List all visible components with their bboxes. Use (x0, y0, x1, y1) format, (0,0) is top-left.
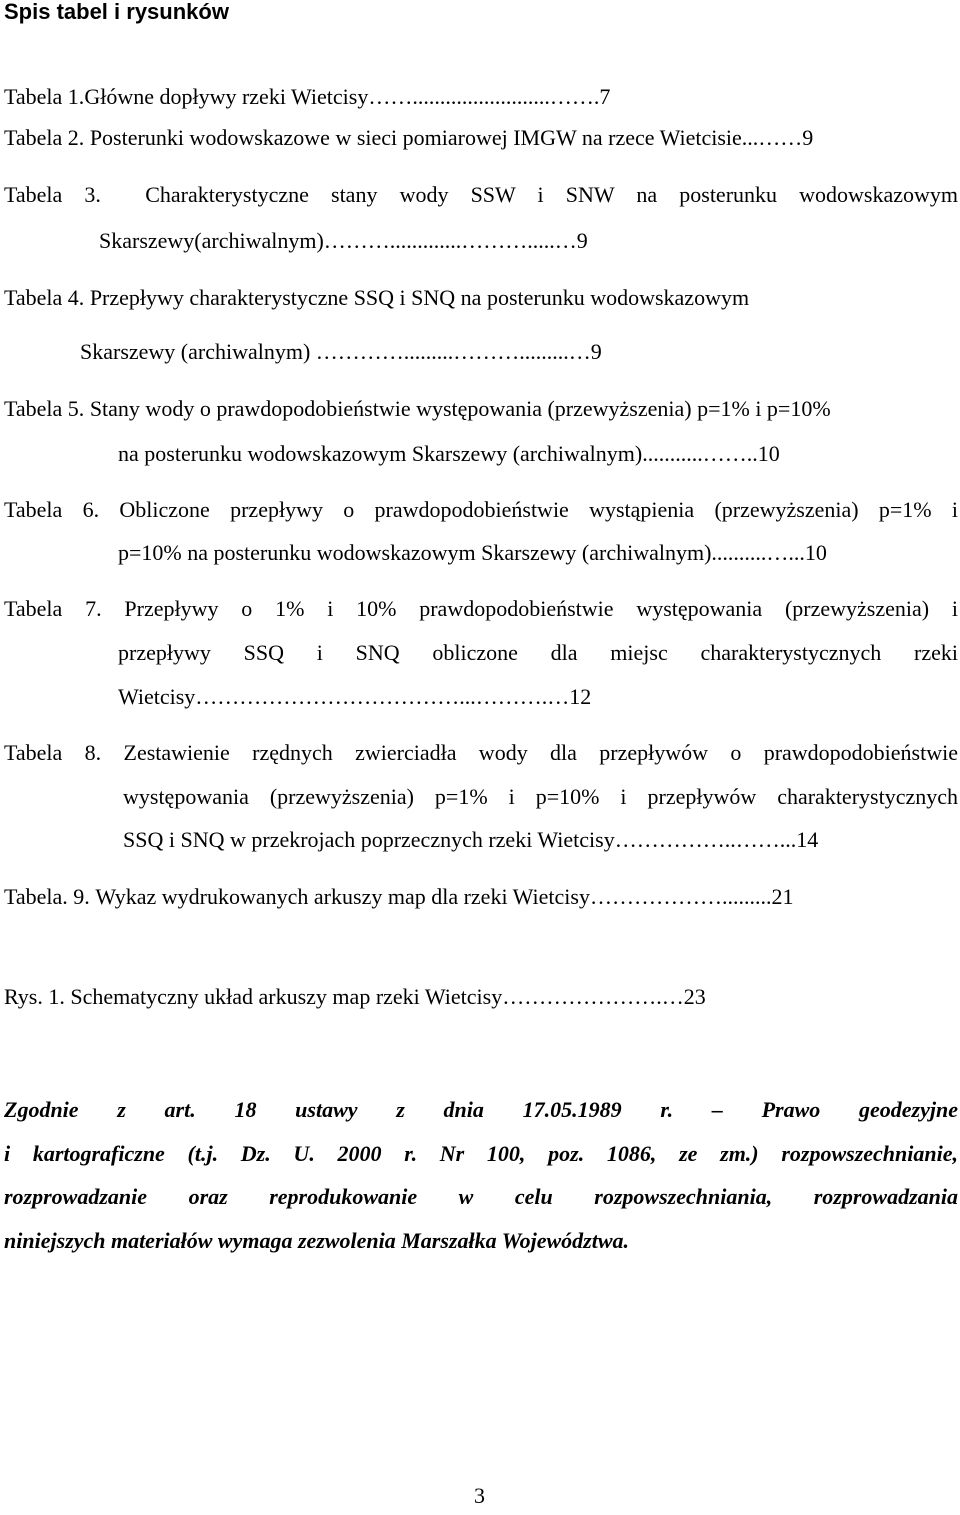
toc-entry-label: Tabela 3. (4, 182, 101, 207)
toc-entry-tabela-4 (4, 283, 749, 313)
copyright-notice-line: niniejszych materiałów wymaga zezwolenia Marszałka Województwa. (4, 1228, 630, 1253)
toc-entry-text: Charakterystyczne stany wody SSW i SNW na posterunku wodowskazowym (145, 182, 959, 207)
copyright-notice-line: i kartograficzne (t.j. Dz. U. 2000 r. Nr 100, poz. 1086, ze zm.) rozpowszechnianie, (4, 1141, 958, 1166)
toc-entry-tabela-7-continuation: Wietcisy………………………………...……….…12 (118, 684, 592, 709)
toc-entry-text: Stany wody o prawdopodobieństwie występowania (przewyższenia) p=1% i p=10% (89, 396, 831, 421)
copyright-notice-line: Zgodnie z art. 18 ustawy z dnia 17.05.1989 r. – Prawo geodezyjne (4, 1097, 958, 1122)
toc-entry-label: Tabela 8. (4, 740, 102, 765)
toc-entry-tabela-7 (4, 594, 958, 624)
toc-entry-label: Tabela 5. (4, 396, 85, 421)
toc-entry-tabela-2 (4, 123, 813, 153)
toc-entry-text: Przepływy o 1% i 10% prawdopodobieństwie występowania (przewyższenia) i (124, 596, 959, 621)
toc-entry-tabela-7-continuation: przepływy SSQ i SNQ obliczone dla miejsc charakterystycznych rzeki (118, 640, 958, 665)
toc-entry-text: Główne dopływy rzeki Wietcisy…….........................…….7 (84, 84, 611, 109)
toc-entry-label: Tabela. 9. (4, 884, 90, 909)
toc-entry-tabela-9 (4, 882, 793, 912)
toc-entry-tabela-5-continuation: na posterunku wodowskazowym Skarszewy (archiwalnym)...........……..10 (118, 441, 780, 466)
toc-entry-tabela-8-continuation: SSQ i SNQ w przekrojach poprzecznych rzeki Wietcisy……………..……...14 (123, 827, 819, 852)
toc-entry-tabela-8-continuation: występowania (przewyższenia) p=1% i p=10% i przepływów charakterystycznych (123, 784, 958, 809)
toc-entry-tabela-8 (4, 738, 958, 768)
toc-entry-text: Wykaz wydrukowanych arkuszy map dla rzeki Wietcisy……………….........21 (95, 884, 794, 909)
toc-entry-label: Tabela 1. (4, 84, 85, 109)
toc-entry-text: Posterunki wodowskazowe w sieci pomiarowej IMGW na rzece Wietcisie...……9 (89, 125, 814, 150)
toc-entry-tabela-6-continuation: p=10% na posterunku wodowskazowym Skarszewy (archiwalnym)..........…...10 (118, 540, 827, 565)
toc-entry-label: Tabela 7. (4, 596, 102, 621)
toc-entry-label: Tabela 4. (4, 285, 85, 310)
toc-entry-label: Tabela 2. (4, 125, 85, 150)
toc-entry-tabela-3 (4, 180, 958, 210)
toc-entry-tabela-3-continuation: Skarszewy(archiwalnym)……….............……….....…9 (99, 228, 588, 253)
toc-entry-label: Rys. 1. (4, 984, 65, 1009)
toc-entry-tabela-6 (4, 495, 958, 525)
toc-entry-text: Obliczone przepływy o prawdopodobieństwie wystąpienia (przewyższenia) p=1% i (119, 497, 959, 522)
page-title: Spis tabel i rysunków (4, 0, 229, 24)
toc-entry-text: Schematyczny układ arkuszy map rzeki Wietcisy………………….…23 (70, 984, 706, 1009)
toc-entry-label: Tabela 6. (4, 497, 100, 522)
toc-entry-tabela-4-continuation: Skarszewy (archiwalnym) ………….........……….........…9 (80, 339, 602, 364)
toc-entry-tabela-5 (4, 394, 831, 424)
page-number: 3 (474, 1483, 485, 1508)
toc-entry-text: Zestawienie rzędnych zwierciadła wody dla przepływów o prawdopodobieństwie (123, 740, 958, 765)
toc-entry-rys-1 (4, 982, 706, 1012)
toc-entry-tabela-1 (4, 82, 610, 112)
toc-entry-text: Przepływy charakterystyczne SSQ i SNQ na posterunku wodowskazowym (89, 285, 750, 310)
copyright-notice-line: rozprowadzanie oraz reprodukowanie w celu rozpowszechniania, rozprowadzania (4, 1184, 958, 1209)
